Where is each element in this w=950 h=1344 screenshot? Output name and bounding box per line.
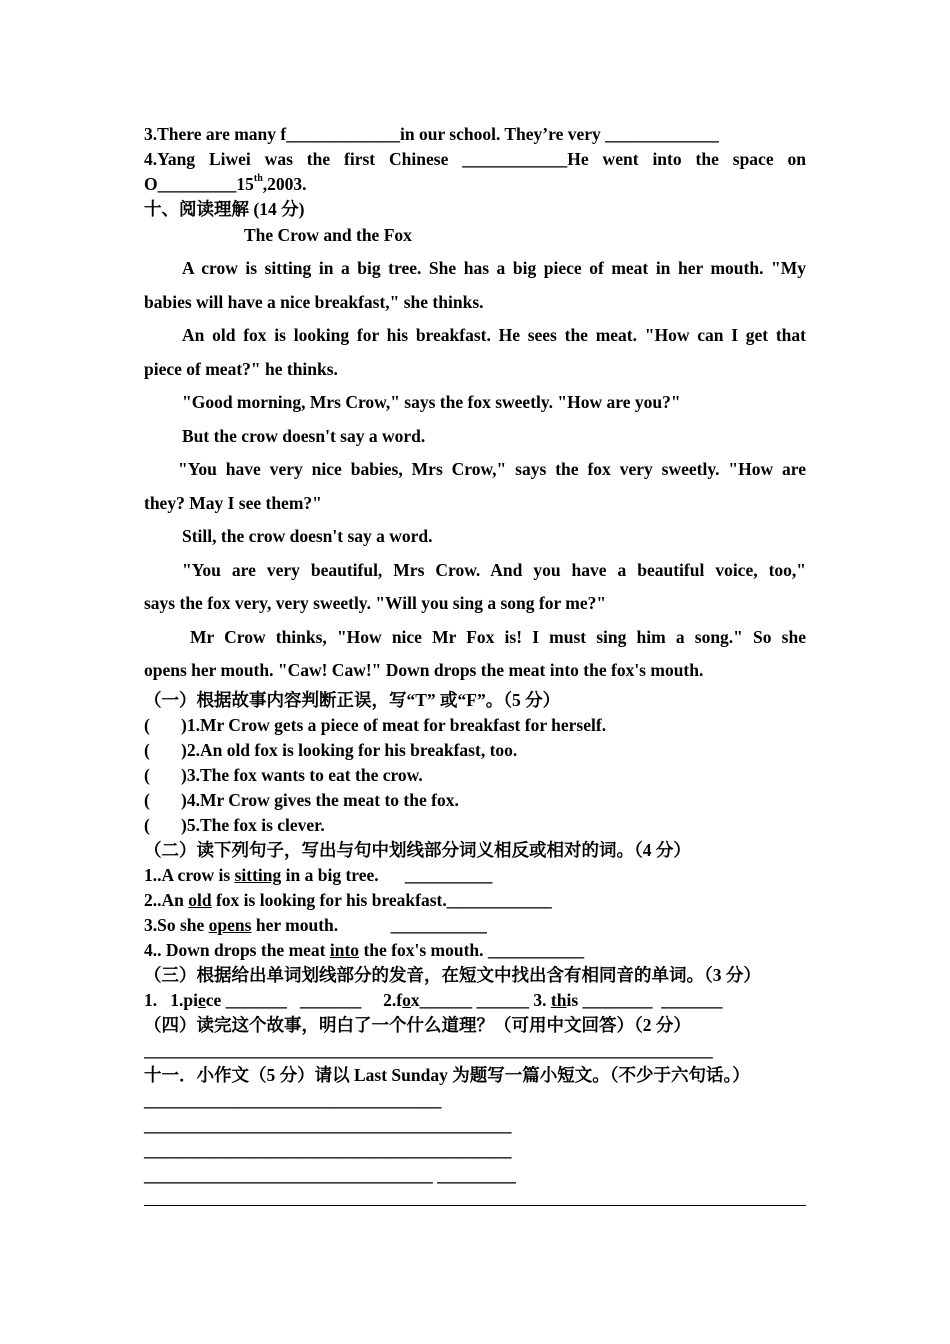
antonym-item: 2..An old fox is looking for his breakfast.____________ bbox=[144, 889, 552, 910]
part-4-heading: （四）读完这个故事，明白了一个什么道理？（可用中文回答）（2 分） bbox=[144, 1014, 691, 1035]
antonym-item: 4.. Down drops the meat into the fox's mouth. ___________ bbox=[144, 939, 585, 960]
section-11-heading: 十一．小作文（5 分）请以 Last Sunday 为题写一篇小短文。（不少于六句话。） bbox=[144, 1064, 750, 1085]
story-line: "You have very nice babies, Mrs Crow," says the fox very sweetly. "How are bbox=[178, 459, 806, 479]
essay-line: __________________________________________ bbox=[144, 1114, 512, 1135]
fill-in-question-3: 3.There are many f_____________in our school. They’re very _____________ bbox=[144, 124, 719, 144]
part-2-heading: （二）读下列句子，写出与句中划线部分词义相反或相对的词。（4 分） bbox=[144, 839, 691, 860]
true-false-item: ( )4.Mr Crow gives the meat to the fox. bbox=[144, 789, 459, 810]
part-1-heading: （一）根据故事内容判断正误，写“T” 或“F”。（5 分） bbox=[144, 689, 561, 710]
story-line: "Good morning, Mrs Crow," says the fox sweetly. "How are you?" bbox=[182, 392, 681, 412]
story-line: "You are very beautiful, Mrs Crow. And you have a beautiful voice, too," bbox=[182, 559, 806, 580]
section-10-heading: 十、阅读理解 (14 分) bbox=[144, 199, 305, 219]
antonym-item: 3.So she opens her mouth. ___________ bbox=[144, 914, 487, 935]
essay-line: _________________________________ _________ bbox=[144, 1164, 516, 1185]
story-line: But the crow doesn't say a word. bbox=[182, 425, 426, 446]
story-line: Still, the crow doesn't say a word. bbox=[182, 526, 433, 546]
fill-in-question-4-line2: O_________15th,2003. bbox=[144, 173, 307, 194]
antonym-item: 1..A crow is sitting in a big tree. __________ bbox=[144, 864, 493, 885]
story-line: they? May I see them?" bbox=[144, 492, 322, 513]
true-false-item: ( )2.An old fox is looking for his breakfast, too. bbox=[144, 739, 518, 760]
fill-in-question-4-line1: 4.Yang Liwei was the first Chinese ____________He went into the space on bbox=[144, 149, 806, 169]
true-false-item: ( )3.The fox wants to eat the crow. bbox=[144, 764, 423, 785]
story-title: The Crow and the Fox bbox=[244, 225, 412, 245]
story-line: opens her mouth. "Caw! Caw!" Down drops the meat into the fox's mouth. bbox=[144, 660, 704, 680]
story-line: Mr Crow thinks, "How nice Mr Fox is! I must sing him a song." So she bbox=[190, 626, 806, 647]
story-line: An old fox is looking for his breakfast. He sees the meat. "How can I get that bbox=[182, 325, 806, 345]
part-3-heading: （三）根据给出单词划线部分的发音，在短文中找出含有相同音的单词。（3 分） bbox=[144, 964, 761, 985]
essay-line: __________________________________ bbox=[144, 1089, 442, 1110]
story-text bbox=[144, 252, 806, 688]
story-line: piece of meat?" he thinks. bbox=[144, 358, 338, 379]
essay-final-rule bbox=[144, 1205, 806, 1206]
essay-line: __________________________________________ bbox=[144, 1139, 512, 1160]
story-line: A crow is sitting in a big tree. She has a big piece of meat in her mouth. "My bbox=[182, 258, 806, 278]
worksheet-page bbox=[144, 122, 806, 1206]
story-line: says the fox very, very sweetly. "Will you sing a song for me?" bbox=[144, 593, 607, 613]
part-4-answer-line: _________________________________________________________________ bbox=[144, 1039, 713, 1060]
pronunciation-item: 1. 1.piece _______ _______ 2.fox______ ______ 3. this ________ _______ bbox=[144, 989, 723, 1010]
true-false-item: ( )1.Mr Crow gets a piece of meat for breakfast for herself. bbox=[144, 714, 607, 735]
story-line: babies will have a nice breakfast," she thinks. bbox=[144, 291, 484, 312]
true-false-item: ( )5.The fox is clever. bbox=[144, 814, 325, 835]
